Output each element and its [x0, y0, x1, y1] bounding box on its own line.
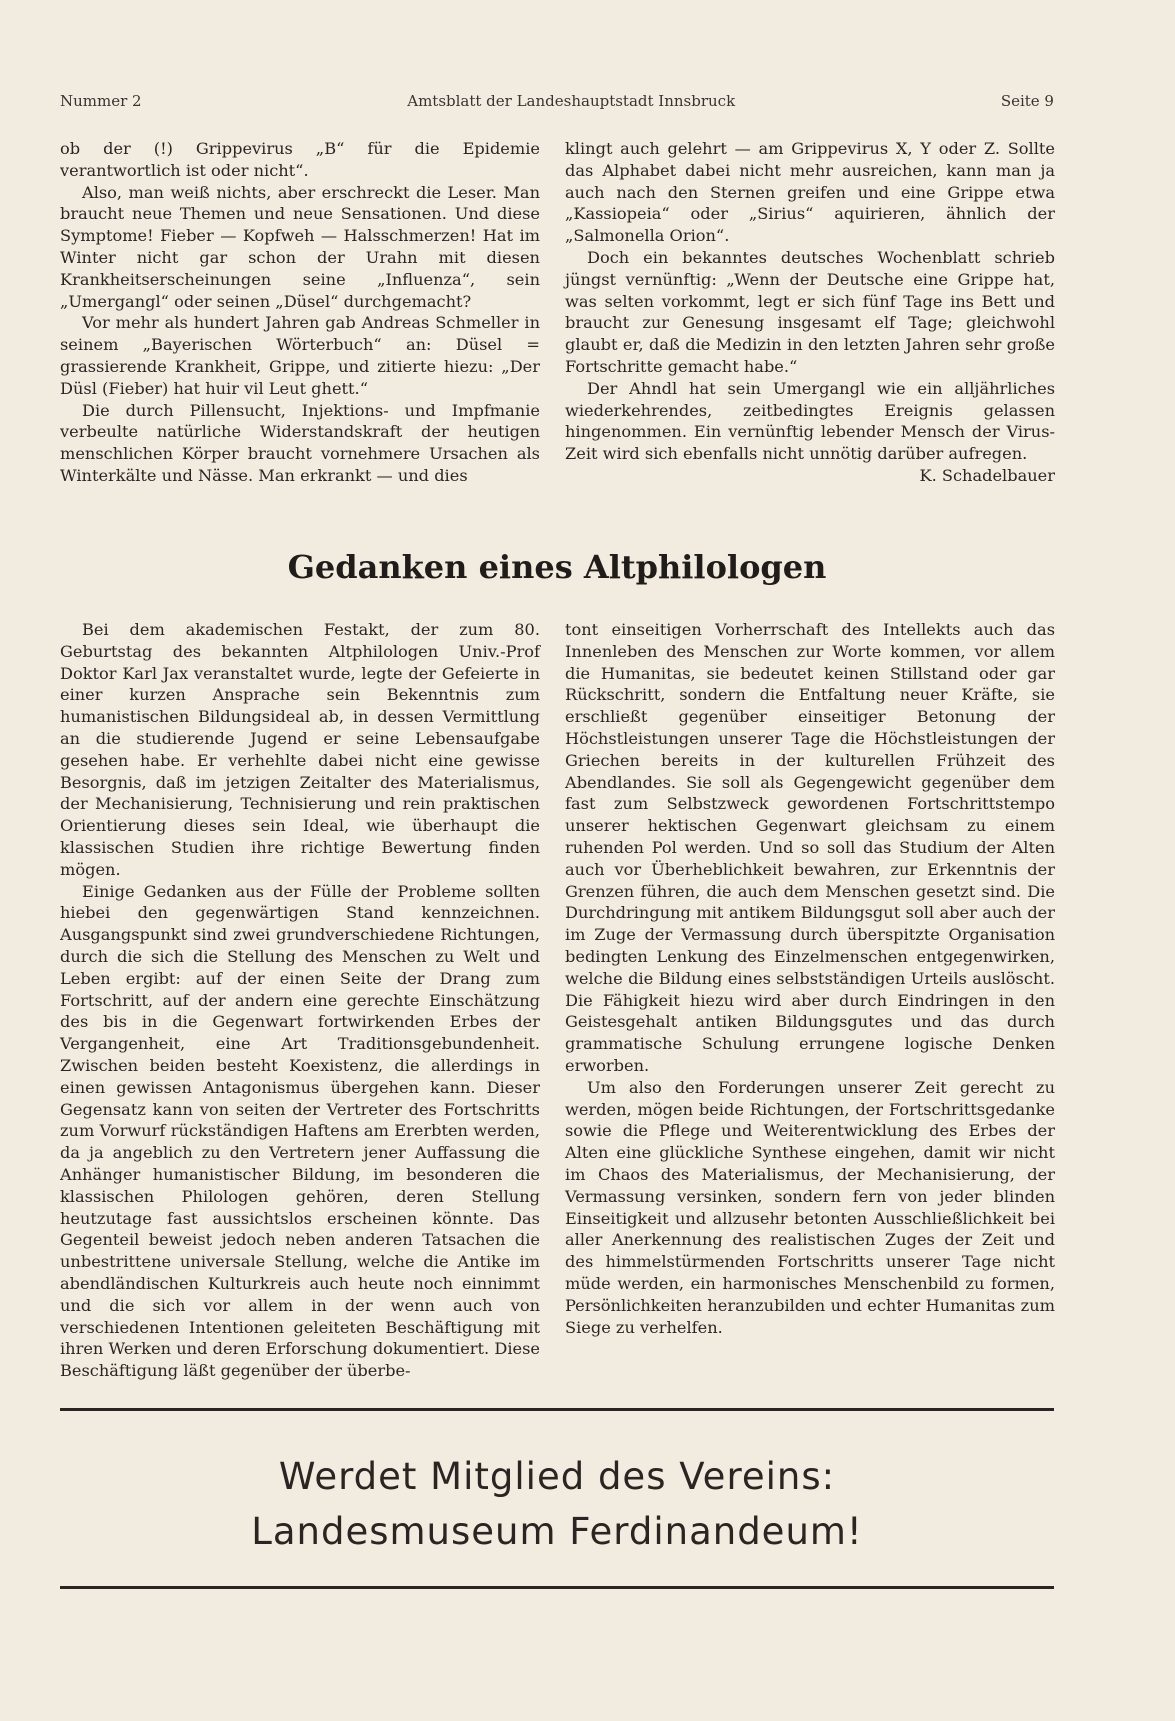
article2-left-column	[60, 619, 540, 1382]
page-number: Seite 9	[1000, 92, 1054, 110]
divider-rule-bottom	[60, 1586, 1054, 1589]
article2-right-column	[565, 619, 1055, 1338]
article1-left-paragraph: ob der (!) Grippevirus „B“ für die Epidemie verantwortlich ist oder nicht“.	[60, 139, 540, 180]
article1-right-column	[565, 138, 1055, 487]
article2-left-paragraph: Bei dem akademischen Festakt, der zum 80. Geburtstag des bekannten Altphilologen Univ.-Prof Doktor Karl Jax veranstaltet wurde, legte der Gefeierte in einer kurzen Ansprache sein Bekenntnis zum humanistischen Bildungsideal ab, in dessen Vermittlung an die studierende Jugend er seine Lebensaufgabe gesehen habe. Er verhehlte dabei nicht eine gewisse Besorgnis, daß im jetzigen Zeitalter des Materialismus, der Mechanisierung, Technisierung und rein praktischen Orientierung dieses sein Ideal, wie überhaupt die klassischen Studien ihre richtige Bewertung finden mögen.	[60, 620, 540, 879]
article2-left-paragraph: Einige Gedanken aus der Fülle der Probleme sollten hiebei den gegenwärtigen Stand kennzeichnen. Ausgangspunkt sind zwei grundverschiedene Richtungen, durch die sich die Stellung des Menschen zu Welt und Leben ergibt: auf der einen Seite der Drang zum Fortschritt, auf der andern eine gerechte Einschätzung des bis in die Gegenwart fortwirkenden Erbes der Vergangenheit, eine Art Traditionsgebundenheit. Zwischen beiden besteht Koexistenz, die allerdings in einen gewissen Antagonismus übergehen kann. Dieser Gegensatz kann von seiten der Vertreter des Fortschritts zum Vorwurf rückständigen Haftens am Ererbten werden, da ja angeblich zu den Vertretern jener Auffassung die Anhänger humanistischer Bildung, im besonderen die klassischen Philologen gehören, deren Stellung heutzutage fast aussichtslos erscheinen könnte. Das Gegenteil beweist jedoch neben anderen Tatsachen die unbestrittene universale Stellung, welche die Antike im abendländischen Kulturkreis auch heute noch einnimmt und die sich vor allem in der wenn auch von verschiedenen Intentionen geleiteten Beschäftigung mit ihren Werken und deren Erforschung dokumentiert. Diese Beschäftigung läßt gegenüber der überbe-	[60, 881, 540, 1381]
advert-line-2: Landesmuseum Ferdinandeum!	[251, 1510, 863, 1553]
article2-right-paragraph: tont einseitigen Vorherrschaft des Intellekts auch das Innenleben des Menschen zur Worte kommen, vor allem die Humanitas, sie bedeutet keinen Stillstand oder gar Rückschritt, sondern die Entfaltung neuer Kräfte, sie erschließt gegenüber einseitiger Betonung der Höchstleistungen unserer Tage die Höchstleistungen der Griechen bereits in der kulturellen Frühzeit des Abendlandes. Sie soll als Gegengewicht gegenüber dem fast zum Selbstzweck gewordenen Fortschrittstempo unserer hektischen Gegenwart gleichsam zu einem ruhenden Pol werden. Und so soll das Studium der Alten auch vor Überheblichkeit bewahren, zur Erkenntnis der Grenzen führen, die auch dem Menschen gesetzt sind. Die Durchdringung mit antikem Bildungsgut soll aber auch der im Zuge der Vermassung durch überspitzte Organisation bedingten Lenkung des Einzelmenschen entgegenwirken, welche die Bildung eines selbstständigen Urteils auslöscht. Die Fähigkeit hiezu wird aber durch Eindringen in den Geistesgehalt antiken Bildungsgutes und das durch grammatische Schulung errungene logische Denken erworben.	[565, 620, 1055, 1075]
article1-right-paragraph: Doch ein bekanntes deutsches Wochenblatt schrieb jüngst vernünftig: „Wenn der Deutsche eine Grippe hat, was selten vorkommt, legt er sich fünf Tage ins Bett und braucht zur Genesung insgesamt elf Tage; gleichwohl glaubt er, daß die Medizin in den letzten Jahren sehr große Fortschritte gemacht habe.“	[565, 247, 1055, 376]
article2-title: Gedanken eines Altphilologen	[287, 548, 827, 586]
article1-left-column	[60, 138, 540, 487]
article1-signature: K. Schadelbauer	[919, 465, 1055, 485]
article1-left-paragraph: Vor mehr als hundert Jahren gab Andreas Schmeller in seinem „Bayerischen Wörterbuch“ an: Düsel = grassierende Krankheit, Grippe, und zitierte hiezu: „Der Düsl (Fieber) hat huir vil Leut ghett.“	[60, 313, 540, 398]
page-header	[60, 92, 1054, 110]
advert-line-1: Werdet Mitglied des Vereins:	[278, 1455, 836, 1498]
article1-left-paragraph: Also, man weiß nichts, aber erschreckt die Leser. Man braucht neue Themen und neue Sensationen. Und diese Symptome! Fieber — Kopfweh — Halsschmerzen! Hat im Winter nicht gar schon der Urahn mit diesen Krankheitserscheinungen seine „Influenza“, sein „Umergangl“ oder seinen „Düsel“ durchgemacht?	[60, 182, 540, 311]
article1-left-paragraph: Die durch Pillensucht, Injektions- und Impfmanie verbeulte natürliche Widerstandskraft der heutigen menschlichen Körper braucht vornehmere Ursachen als Winterkälte und Nässe. Man erkrankt — und dies	[60, 400, 540, 485]
issue-number: Nummer 2	[60, 92, 142, 110]
publication-title: Amtsblatt der Landeshauptstadt Innsbruck	[407, 92, 736, 110]
article1-right-paragraph: klingt auch gelehrt — am Grippevirus X, Y oder Z. Sollte das Alphabet dabei nicht mehr ausreichen, kann man ja auch nach den Sternen greifen und eine Grippe etwa „Kassiopeia“ oder „Sirius“ aquirieren, ähnlich der „Salmonella Orion“.	[565, 139, 1055, 246]
article2-right-paragraph: Um also den Forderungen unserer Zeit gerecht zu werden, mögen beide Richtungen, der Fortschrittsgedanke sowie die Pflege und Weiterentwicklung des Erbes der Alten eine glückliche Synthese eingehen, damit wir nicht im Chaos des Materialismus, der Mechanisierung, der Vermassung versinken, sondern fern von jeder blinden Einseitigkeit und allzusehr betonten Ausschließlichkeit bei aller Anerkennung des realistischen Zuges der Zeit und des himmelstürmenden Fortschritts unserer Tage nicht müde werden, ein harmonisches Menschenbild zu formen, Persönlichkeiten heranzubilden und echter Humanitas zum Siege zu verhelfen.	[565, 1077, 1055, 1337]
divider-rule-top	[60, 1408, 1054, 1411]
article1-right-paragraph: Der Ahndl hat sein Umergangl wie ein alljährliches wiederkehrendes, zeitbedingtes Ereignis gelassen hingenommen. Ein vernünftig lebender Mensch der Virus-Zeit wird sich ebenfalls nicht unnötig darüber aufregen.	[565, 378, 1055, 464]
